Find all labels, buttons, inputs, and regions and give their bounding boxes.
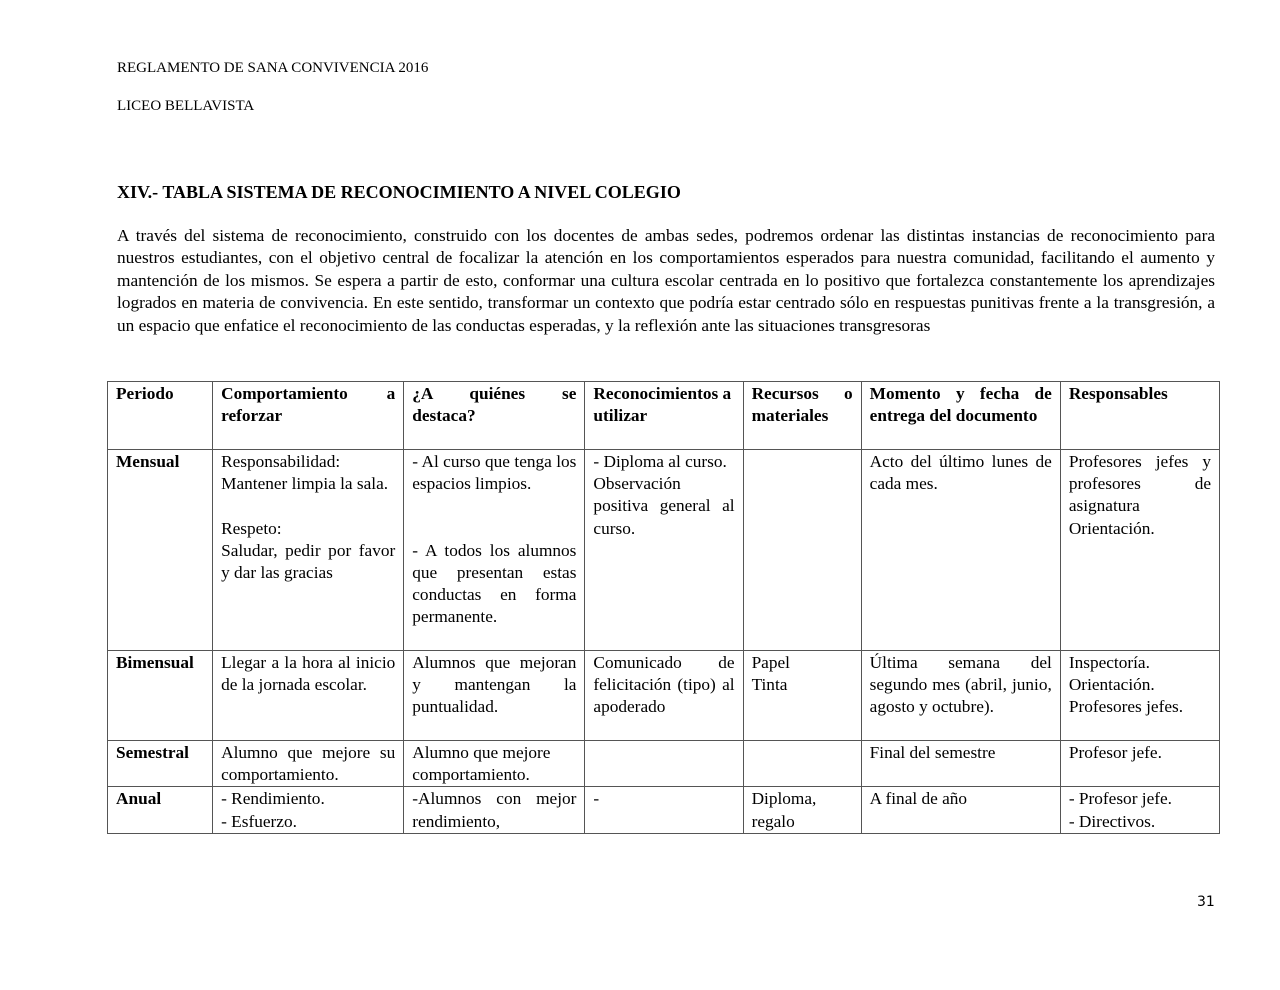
intro-paragraph: A través del sistema de reconocimiento, construido con los docentes de ambas sedes, podremos ordenar las distintas instancias de reconocimiento para nuestros estudiantes, con el objetivo central de focalizar la atención en los comportamientos esperados para nuestra comunidad, facilitando el aumento y mantención de los mismos. Se espera a partir de esto, conformar una cultura escolar centrada en lo positivo que fortalezca constantemente los aprendizajes logrados en materia de convivencia. En este sentido, transformar un contexto que podría estar centrado sólo en respuestas punitivas frente a la transgresión, a un espacio que enfatice el reconocimiento de las conductas esperadas, y la reflexión ante las situaciones transgresoras bbox=[117, 226, 1215, 335]
table-row bbox=[108, 450, 1220, 651]
row-resources bbox=[743, 651, 861, 741]
row-recognition: Comunicado de felicitación (tipo) al apoderado bbox=[585, 651, 743, 741]
row-moment: Final del semestre bbox=[861, 741, 1060, 787]
row-who: Alumnos que mejoran y mantengan la puntualidad. bbox=[404, 651, 585, 741]
row-who: -Alumnos con mejor rendimiento, bbox=[404, 787, 585, 833]
header-comportamiento: Comportamiento a reforzar bbox=[213, 382, 404, 450]
row-who: Alumno que mejore comportamiento. bbox=[404, 741, 585, 787]
row-behavior bbox=[213, 450, 404, 651]
row-recognition bbox=[585, 450, 743, 651]
header-a-quienes: ¿A quiénes se destaca? bbox=[404, 382, 585, 450]
behavior-text: Saludar, pedir por favor y dar las gracias bbox=[221, 540, 396, 582]
row-behavior: Alumno que mejore su comportamiento. bbox=[213, 741, 404, 787]
section-title: XIV.- TABLA SISTEMA DE RECONOCIMIENTO A NIVEL COLEGIO bbox=[117, 182, 681, 202]
row-period: Mensual bbox=[108, 450, 213, 651]
row-behavior bbox=[213, 787, 404, 833]
row-responsible bbox=[1060, 787, 1219, 833]
row-moment: Última semana del segundo mes (abril, junio, agosto y octubre). bbox=[861, 651, 1060, 741]
behavior-text: - Rendimiento. bbox=[221, 789, 325, 809]
header-reconocimientos: Reconocimientos a utilizar bbox=[585, 382, 743, 450]
header-momento: Momento y fecha de entrega del documento bbox=[861, 382, 1060, 450]
page-number: 31 bbox=[1197, 894, 1215, 910]
row-who bbox=[404, 450, 585, 651]
row-resources bbox=[743, 741, 861, 787]
recognition-text: - Diploma al curso. bbox=[593, 452, 727, 471]
row-resources: Diploma, regalo bbox=[743, 787, 861, 833]
table-row bbox=[108, 787, 1220, 833]
row-recognition bbox=[585, 741, 743, 787]
row-moment: Acto del último lunes de cada mes. bbox=[861, 450, 1060, 651]
row-period: Semestral bbox=[108, 741, 213, 787]
row-recognition: - bbox=[585, 787, 743, 833]
row-responsible bbox=[1060, 450, 1219, 651]
row-period: Anual bbox=[108, 787, 213, 833]
header-recursos: Recursos o materiales bbox=[743, 382, 861, 450]
responsible-text: - Profesor jefe. bbox=[1068, 789, 1172, 809]
behavior-text: - Esfuerzo. bbox=[221, 811, 297, 831]
header-responsables: Responsables bbox=[1060, 382, 1219, 450]
recognition-text: Observación positiva general al curso. bbox=[593, 474, 735, 538]
row-responsible bbox=[1060, 651, 1219, 741]
responsible-text: Orientación. bbox=[1068, 675, 1155, 695]
recognition-table bbox=[107, 381, 1220, 834]
responsible-text: Orientación. bbox=[1068, 518, 1155, 538]
row-resources bbox=[743, 450, 861, 651]
header-periodo: Periodo bbox=[108, 382, 213, 450]
table-row bbox=[108, 651, 1220, 741]
behavior-label: Respeto: bbox=[221, 518, 282, 538]
who-text: - Al curso que tenga los espacios limpios. bbox=[412, 452, 577, 494]
responsible-text: Profesores jefes. bbox=[1068, 697, 1184, 717]
responsible-text: - Directivos. bbox=[1068, 811, 1156, 831]
responsible-text: Inspectoría. bbox=[1068, 653, 1150, 672]
resource-text: Tinta bbox=[751, 675, 788, 695]
row-moment: A final de año bbox=[861, 787, 1060, 833]
who-text: - A todos los alumnos que presentan estas conductas en forma permanente. bbox=[412, 540, 577, 627]
row-behavior: Llegar a la hora al inicio de la jornada escolar. bbox=[213, 651, 404, 741]
row-period: Bimensual bbox=[108, 651, 213, 741]
table-row bbox=[108, 741, 1220, 787]
responsible-text: Profesores jefes y profesores de asignatura bbox=[1068, 452, 1211, 516]
row-responsible: Profesor jefe. bbox=[1060, 741, 1219, 787]
document-header-school: LICEO BELLAVISTA bbox=[117, 98, 255, 114]
behavior-label: Responsabilidad: bbox=[221, 452, 341, 471]
table-header-row bbox=[108, 382, 1220, 450]
resource-text: Papel bbox=[751, 653, 790, 672]
behavior-text: Mantener limpia la sala. bbox=[221, 474, 389, 494]
document-header-title: REGLAMENTO DE SANA CONVIVENCIA 2016 bbox=[117, 60, 429, 76]
